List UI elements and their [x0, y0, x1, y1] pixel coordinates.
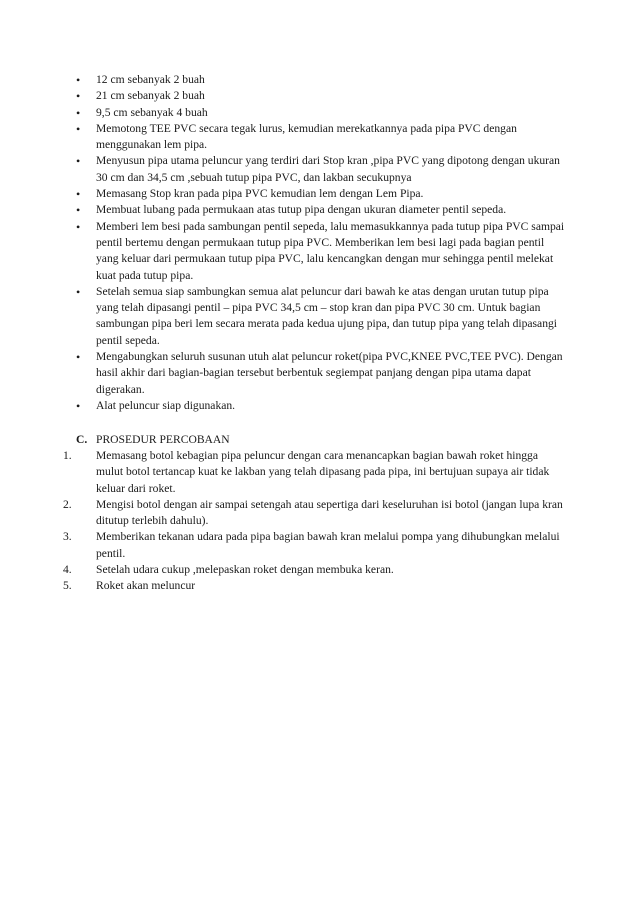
- list-item: [0, 202, 566, 218]
- section-letter: C.: [76, 433, 88, 446]
- bullet-icon: •: [76, 187, 81, 202]
- procedure-step-list: [0, 448, 638, 595]
- section-title: PROSEDUR PERCOBAAN: [96, 433, 230, 446]
- step-text: Memasang botol kebagian pipa peluncur dengan cara menancapkan bagian bawah roket hingga mulut botol tertancap kuat ke lakban yang telah dipasang pada pipa, ini bertujuan supaya air tidak keluar dari roket.: [96, 449, 550, 495]
- list-item: [0, 72, 566, 88]
- list-item: [0, 88, 566, 104]
- bullet-icon: •: [76, 121, 81, 136]
- list-item: [0, 153, 566, 186]
- bullet-text: Mengabungkan seluruh susunan utuh alat peluncur roket(pipa PVC,KNEE PVC,TEE PVC). Dengan hasil akhir dari bagian-bagian tersebut berbentuk segiempat panjang dengan pipa utama dapat digerakan.: [96, 350, 563, 396]
- list-item: [0, 284, 566, 349]
- bullet-icon: •: [76, 398, 81, 413]
- step-number: 1.: [63, 449, 72, 462]
- list-item: [0, 398, 566, 414]
- bullet-icon: •: [76, 203, 81, 218]
- bullet-text: Alat peluncur siap digunakan.: [96, 398, 236, 412]
- bullet-icon: •: [76, 73, 81, 87]
- bullet-text: 9,5 cm sebanyak 4 buah: [96, 105, 208, 119]
- bullet-icon: •: [76, 350, 81, 365]
- list-item: [0, 349, 566, 398]
- step-text: Setelah udara cukup ,melepaskan roket dengan membuka keran.: [96, 563, 394, 577]
- step-number: 2.: [63, 497, 72, 511]
- bullet-text: 12 cm sebanyak 2 buah: [96, 73, 205, 86]
- step-text: Roket akan meluncur: [96, 579, 196, 593]
- step-number: 3.: [63, 530, 72, 544]
- bullet-icon: •: [76, 89, 81, 104]
- bullet-text: Memberi lem besi pada sambungan pentil sepeda, lalu memasukkannya pada tutup pipa PVC sampai pentil bertemu dengan permukaan tutup pipa PVC. Memberikan lem besi lagi pada bagian pentil yang keluar dari permukaan tutup pipa PVC, lalu kencangkan dengan mur sehingga pentil melekat kuat pada tutup pipa.: [96, 219, 565, 282]
- list-item: [0, 562, 566, 578]
- list-item: [0, 529, 566, 562]
- bullet-text: Menyusun pipa utama peluncur yang terdiri dari Stop kran ,pipa PVC yang dipotong dengan ukuran 30 cm dan 34,5 cm ,sebuah tutup pipa PVC, dan lakban secukupnya: [96, 154, 560, 184]
- bullet-icon: •: [76, 284, 81, 299]
- list-item: [0, 219, 566, 284]
- step-number: 4.: [63, 563, 72, 577]
- bullet-text: 21 cm sebanyak 2 buah: [96, 89, 205, 103]
- list-item: [0, 105, 566, 121]
- step-number: 5.: [63, 579, 72, 593]
- bullet-text: Memotong TEE PVC secara tegak lurus, kemudian merekatkannya pada pipa PVC dengan menggunakan lem pipa.: [96, 121, 517, 152]
- bullet-icon: •: [76, 105, 81, 120]
- list-item: [0, 578, 566, 594]
- step-text: Mengisi botol dengan air sampai setengah atau sepertiga dari keseluruhan isi botol (jangan lupa kran ditutup terlebih dahulu).: [96, 497, 563, 528]
- bullet-icon: •: [76, 154, 81, 169]
- bullet-icon: •: [76, 219, 81, 234]
- list-item: [0, 121, 566, 154]
- bullet-text: Membuat lubang pada permukaan atas tutup pipa dengan ukuran diameter pentil sepeda.: [96, 203, 507, 217]
- list-item: [0, 448, 566, 497]
- materials-bullet-list: [0, 72, 638, 414]
- bullet-text: Setelah semua siap sambungkan semua alat peluncur dari bawah ke atas dengan urutan tutup pipa yang telah dipasangi pentil – pipa PVC 34,5 cm – stop kran dan pipa PVC 30 cm. Untuk bagian sambungan pipa beri lem secara merata pada kedua ujung pipa, dan tutup pipa yang telah dipasangi pentil sepeda.: [96, 284, 558, 347]
- list-item: [0, 497, 566, 530]
- list-item: [0, 186, 566, 202]
- bullet-text: Memasang Stop kran pada pipa PVC kemudian lem dengan Lem Pipa.: [96, 187, 424, 201]
- step-text: Memberikan tekanan udara pada pipa bagian bawah kran melalui pompa yang dihubungkan melalui pentil.: [96, 530, 560, 560]
